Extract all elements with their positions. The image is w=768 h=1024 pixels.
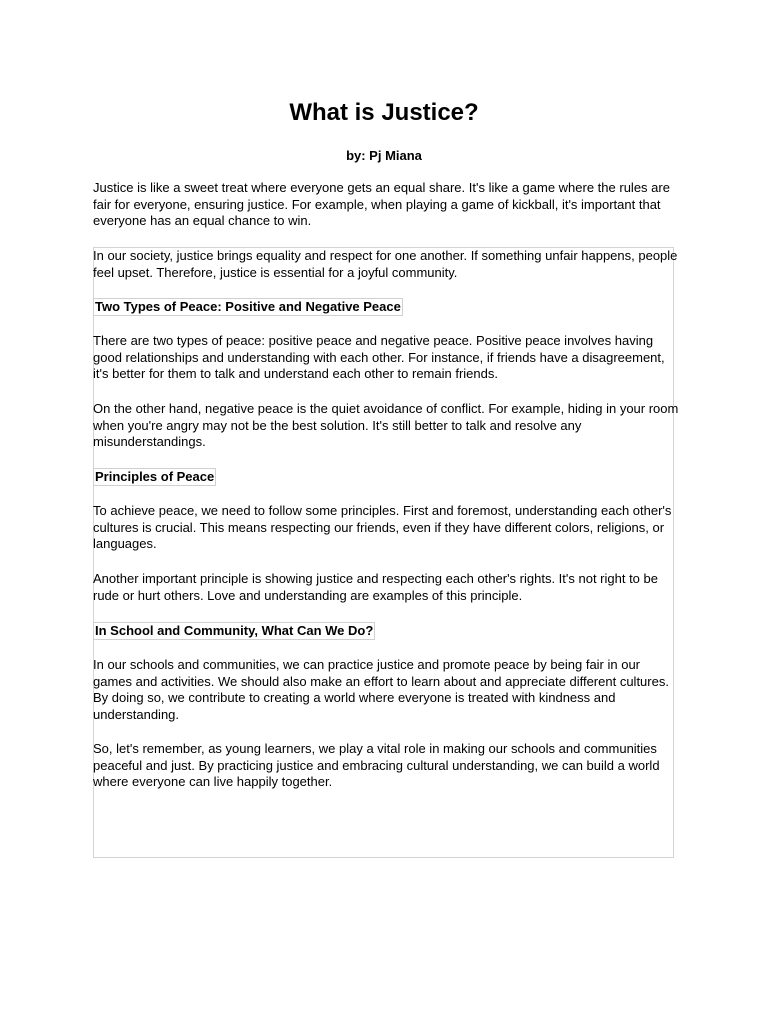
paragraph-principles: To achieve peace, we need to follow some principles. First and foremost, understanding each other's cultures is crucial. This means respecting our friends, even if they have different colors, religions, or languages.	[93, 503, 672, 552]
paragraph-justice-rights: Another important principle is showing justice and respecting each other's rights. It's not right to be rude or hurt others. Love and understanding are examples of this principle.	[93, 571, 658, 603]
heading-school-community: In School and Community, What Can We Do?	[95, 623, 374, 638]
byline: by: Pj Miana	[346, 148, 422, 163]
intro-paragraph: Justice is like a sweet treat where everyone gets an equal share. It's like a game where the rules are fair for everyone, ensuring justice. For example, when playing a game of kickball, it's important that everyone has an equal chance to win.	[93, 180, 670, 229]
paragraph-society: In our society, justice brings equality and respect for one another. If something unfair happens, people feel upset. Therefore, justice is essential for a joyful community.	[93, 248, 678, 280]
page-title: What is Justice?	[289, 99, 479, 126]
paragraph-positive-peace: There are two types of peace: positive peace and negative peace. Positive peace involves having good relationships and understanding with each other. For instance, if friends have a disagreement, it's better for them to talk and understand each other to remain friends.	[93, 333, 665, 382]
paragraph-negative-peace: On the other hand, negative peace is the quiet avoidance of conflict. For example, hiding in your room when you're angry may not be the best solution. It's still better to talk and resolve any misunderstandings.	[93, 401, 679, 450]
paragraph-schools: In our schools and communities, we can practice justice and promote peace by being fair in our games and activities. We should also make an effort to learn about and appreciate different cultures. By doing so, we contribute to creating a world where everyone is treated with kindness and understanding.	[93, 657, 669, 723]
paragraph-conclusion: So, let's remember, as young learners, we play a vital role in making our schools and communities peaceful and just. By practicing justice and embracing cultural understanding, we can build a world where everyone can live happily together.	[93, 741, 660, 790]
heading-two-types-of-peace: Two Types of Peace: Positive and Negative Peace	[95, 299, 401, 314]
heading-principles-of-peace: Principles of Peace	[95, 469, 215, 484]
